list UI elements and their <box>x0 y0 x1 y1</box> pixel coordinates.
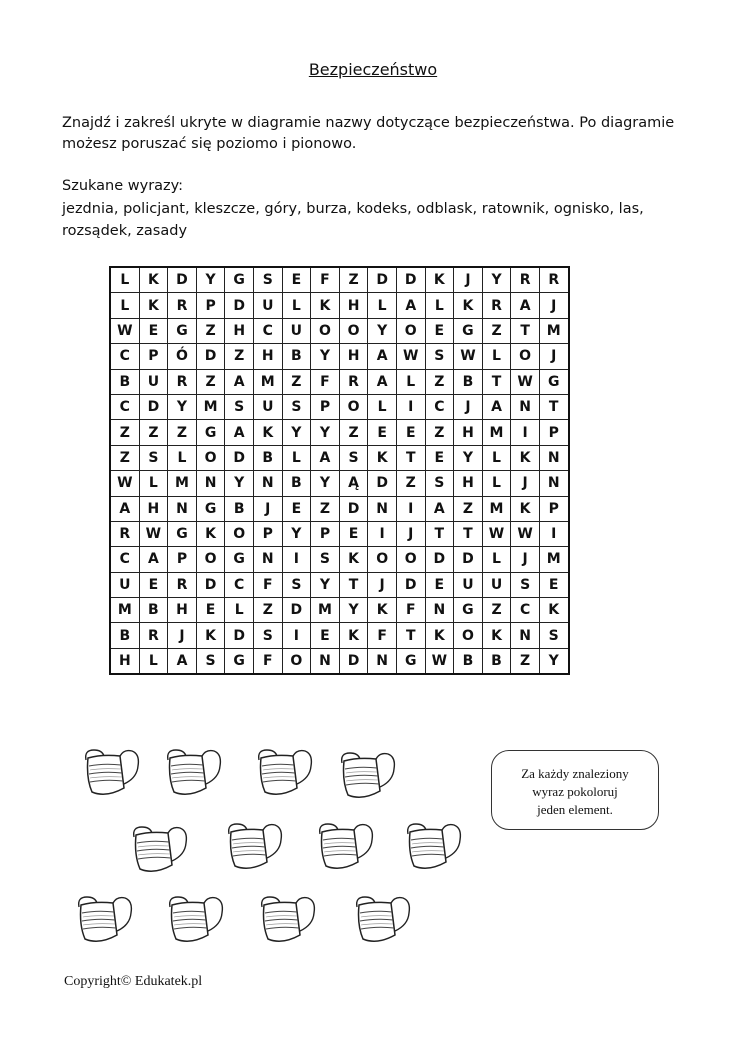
grid-cell[interactable]: K <box>339 547 368 572</box>
grid-row <box>110 572 569 597</box>
grid-cell[interactable]: A <box>511 293 540 318</box>
grid-cell[interactable]: Z <box>454 496 483 521</box>
grid-cell[interactable]: D <box>339 496 368 521</box>
grid-cell[interactable]: D <box>225 445 254 470</box>
grid-cell[interactable]: Z <box>196 369 225 394</box>
grid-cell[interactable]: J <box>253 496 282 521</box>
grid-cell[interactable]: R <box>168 572 197 597</box>
grid-cell[interactable]: I <box>368 521 397 546</box>
face-mask-icon[interactable] <box>128 823 190 879</box>
grid-cell[interactable]: K <box>425 623 454 648</box>
face-mask-icon[interactable] <box>351 893 413 949</box>
grid-cell[interactable]: J <box>454 267 483 293</box>
grid-cell[interactable]: S <box>339 445 368 470</box>
grid-cell[interactable]: Y <box>311 471 340 496</box>
grid-cell[interactable]: T <box>454 521 483 546</box>
grid-cell[interactable]: R <box>482 293 511 318</box>
face-mask-icon[interactable] <box>164 893 226 949</box>
page-title: Bezpieczeństwo <box>308 60 438 79</box>
grid-cell[interactable]: M <box>168 471 197 496</box>
grid-row <box>110 369 569 394</box>
grid-cell[interactable]: L <box>139 648 168 674</box>
hint-line-2: wyraz pokoloruj <box>532 784 618 799</box>
word-search-grid <box>109 266 570 675</box>
copyright: Copyright© Edukatek.pl <box>64 974 203 989</box>
grid-cell[interactable]: C <box>110 344 139 369</box>
grid-cell[interactable]: E <box>139 572 168 597</box>
grid-cell[interactable]: U <box>253 394 282 419</box>
grid-cell[interactable]: W <box>110 471 139 496</box>
grid-cell[interactable]: S <box>196 648 225 674</box>
grid-cell[interactable]: R <box>110 521 139 546</box>
grid-row <box>110 496 569 521</box>
grid-cell[interactable]: J <box>396 521 425 546</box>
grid-cell[interactable]: B <box>282 344 311 369</box>
grid-cell[interactable]: U <box>110 572 139 597</box>
grid-cell[interactable]: Y <box>482 267 511 293</box>
grid-cell[interactable]: T <box>482 369 511 394</box>
grid-cell[interactable]: R <box>168 293 197 318</box>
grid-cell[interactable]: N <box>253 547 282 572</box>
grid-cell[interactable]: E <box>311 623 340 648</box>
grid-cell[interactable]: W <box>511 521 540 546</box>
grid-cell[interactable]: S <box>311 547 340 572</box>
grid-cell[interactable]: W <box>511 369 540 394</box>
grid-cell[interactable]: J <box>511 471 540 496</box>
grid-cell[interactable]: D <box>396 267 425 293</box>
grid-row <box>110 394 569 419</box>
grid-cell[interactable]: T <box>396 445 425 470</box>
grid-row <box>110 521 569 546</box>
grid-cell[interactable]: E <box>196 598 225 623</box>
grid-cell[interactable]: J <box>539 344 568 369</box>
grid-cell[interactable]: L <box>139 471 168 496</box>
grid-cell[interactable]: Y <box>311 344 340 369</box>
grid-cell[interactable]: G <box>454 598 483 623</box>
grid-cell[interactable]: N <box>196 471 225 496</box>
grid-cell[interactable]: Y <box>282 420 311 445</box>
grid-cell[interactable]: P <box>196 293 225 318</box>
grid-cell[interactable]: W <box>482 521 511 546</box>
grid-cell[interactable]: O <box>339 318 368 343</box>
grid-cell[interactable]: Z <box>339 420 368 445</box>
grid-cell[interactable]: K <box>139 293 168 318</box>
grid-cell[interactable]: U <box>253 293 282 318</box>
face-mask-icon[interactable] <box>73 893 135 949</box>
grid-cell[interactable]: S <box>282 572 311 597</box>
grid-cell[interactable]: Y <box>454 445 483 470</box>
grid-cell[interactable]: Z <box>253 598 282 623</box>
grid-cell[interactable]: I <box>511 420 540 445</box>
grid-cell[interactable]: O <box>368 547 397 572</box>
grid-cell[interactable]: B <box>110 623 139 648</box>
grid-cell[interactable]: A <box>368 344 397 369</box>
grid-cell[interactable]: S <box>511 572 540 597</box>
face-mask-icon[interactable] <box>256 893 318 949</box>
grid-cell[interactable]: W <box>110 318 139 343</box>
grid-cell[interactable]: H <box>225 318 254 343</box>
grid-cell[interactable]: C <box>110 394 139 419</box>
grid-row <box>110 420 569 445</box>
grid-cell[interactable]: Z <box>282 369 311 394</box>
grid-cell[interactable]: I <box>396 496 425 521</box>
grid-cell[interactable]: E <box>282 267 311 293</box>
grid-cell[interactable]: K <box>454 293 483 318</box>
grid-cell[interactable]: C <box>253 318 282 343</box>
grid-cell[interactable]: K <box>139 267 168 293</box>
grid-cell[interactable]: H <box>168 598 197 623</box>
grid-row <box>110 598 569 623</box>
grid-cell[interactable]: O <box>396 547 425 572</box>
grid-cell[interactable]: N <box>539 445 568 470</box>
grid-cell[interactable]: L <box>168 445 197 470</box>
grid-cell[interactable]: L <box>482 445 511 470</box>
grid-row <box>110 293 569 318</box>
grid-cell[interactable]: N <box>168 496 197 521</box>
grid-cell[interactable]: Ą <box>339 471 368 496</box>
grid-cell[interactable]: Y <box>311 572 340 597</box>
grid-cell[interactable]: L <box>368 394 397 419</box>
grid-cell[interactable]: R <box>511 267 540 293</box>
grid-cell[interactable]: I <box>282 547 311 572</box>
grid-cell[interactable]: D <box>196 572 225 597</box>
grid-cell[interactable]: R <box>139 623 168 648</box>
grid-cell[interactable]: K <box>511 445 540 470</box>
grid-cell[interactable]: P <box>539 496 568 521</box>
grid-cell[interactable]: A <box>225 420 254 445</box>
grid-cell[interactable]: Y <box>339 598 368 623</box>
grid-cell[interactable]: K <box>368 445 397 470</box>
grid-cell[interactable]: B <box>282 471 311 496</box>
grid-cell[interactable]: L <box>225 598 254 623</box>
grid-cell[interactable]: D <box>282 598 311 623</box>
grid-cell[interactable]: Y <box>282 521 311 546</box>
grid-cell[interactable]: K <box>196 521 225 546</box>
grid-cell[interactable]: E <box>425 445 454 470</box>
grid-cell[interactable]: F <box>253 648 282 674</box>
grid-cell[interactable]: K <box>425 267 454 293</box>
grid-cell[interactable]: H <box>339 344 368 369</box>
grid-cell[interactable]: A <box>425 496 454 521</box>
grid-cell[interactable]: A <box>311 445 340 470</box>
grid-cell[interactable]: W <box>425 648 454 674</box>
instructions-line-2: możesz poruszać się poziomo i pionowo. <box>62 136 357 152</box>
grid-cell[interactable]: I <box>282 623 311 648</box>
face-mask-icon[interactable] <box>336 749 398 805</box>
grid-cell[interactable]: U <box>454 572 483 597</box>
grid-cell[interactable]: F <box>253 572 282 597</box>
grid-cell[interactable]: Y <box>168 394 197 419</box>
grid-row <box>110 648 569 674</box>
hint-line-3: jeden element. <box>537 802 613 817</box>
grid-cell[interactable]: L <box>110 267 139 293</box>
grid-cell[interactable]: P <box>311 521 340 546</box>
grid-cell[interactable]: R <box>339 369 368 394</box>
grid-cell[interactable]: Y <box>225 471 254 496</box>
grid-cell[interactable]: O <box>339 394 368 419</box>
grid-cell[interactable]: G <box>539 369 568 394</box>
grid-cell[interactable]: U <box>482 572 511 597</box>
grid-cell[interactable]: N <box>511 623 540 648</box>
grid-cell[interactable]: N <box>425 598 454 623</box>
grid-cell[interactable]: A <box>482 394 511 419</box>
face-mask-icon[interactable] <box>314 820 376 876</box>
grid-cell[interactable]: N <box>253 471 282 496</box>
grid-cell[interactable]: E <box>368 420 397 445</box>
grid-cell[interactable]: D <box>425 547 454 572</box>
grid-row <box>110 344 569 369</box>
grid-cell[interactable]: B <box>225 496 254 521</box>
grid-cell[interactable]: O <box>311 318 340 343</box>
grid-cell[interactable]: R <box>539 267 568 293</box>
grid-cell[interactable]: Y <box>311 420 340 445</box>
grid-cell[interactable]: S <box>253 267 282 293</box>
face-mask-icon[interactable] <box>223 820 285 876</box>
grid-cell[interactable]: P <box>139 344 168 369</box>
grid-cell[interactable]: M <box>110 598 139 623</box>
grid-cell[interactable]: S <box>253 623 282 648</box>
grid-cell[interactable]: F <box>396 598 425 623</box>
grid-cell[interactable]: O <box>196 445 225 470</box>
grid-cell[interactable]: L <box>482 471 511 496</box>
grid-cell[interactable]: A <box>368 369 397 394</box>
grid-cell[interactable]: Z <box>425 369 454 394</box>
grid-cell[interactable]: A <box>225 369 254 394</box>
grid-cell[interactable]: N <box>368 496 397 521</box>
grid-cell[interactable]: K <box>196 623 225 648</box>
grid-row <box>110 547 569 572</box>
grid-cell[interactable]: E <box>139 318 168 343</box>
grid-cell[interactable]: J <box>368 572 397 597</box>
grid-cell[interactable]: W <box>139 521 168 546</box>
grid-cell[interactable]: H <box>454 471 483 496</box>
grid-cell[interactable]: A <box>168 648 197 674</box>
grid-cell[interactable]: N <box>539 471 568 496</box>
grid-cell[interactable]: Ó <box>168 344 197 369</box>
grid-cell[interactable]: L <box>368 293 397 318</box>
grid-cell[interactable]: K <box>368 598 397 623</box>
grid-row <box>110 471 569 496</box>
grid-cell[interactable]: Z <box>110 420 139 445</box>
grid-cell[interactable]: M <box>482 496 511 521</box>
grid-cell[interactable]: C <box>225 572 254 597</box>
hint-bubble <box>491 750 659 830</box>
grid-cell[interactable]: W <box>454 344 483 369</box>
grid-cell[interactable]: M <box>539 547 568 572</box>
grid-cell[interactable]: H <box>139 496 168 521</box>
grid-cell[interactable]: Z <box>196 318 225 343</box>
grid-cell[interactable]: L <box>110 293 139 318</box>
face-mask-icon[interactable] <box>80 746 142 802</box>
grid-row <box>110 318 569 343</box>
grid-cell[interactable]: M <box>253 369 282 394</box>
grid-cell[interactable]: D <box>196 344 225 369</box>
grid-cell[interactable]: G <box>196 420 225 445</box>
grid-cell[interactable]: U <box>139 369 168 394</box>
grid-cell[interactable]: K <box>339 623 368 648</box>
grid-cell[interactable]: K <box>511 496 540 521</box>
grid-cell[interactable]: K <box>539 598 568 623</box>
grid-cell[interactable]: E <box>396 420 425 445</box>
grid-cell[interactable]: P <box>253 521 282 546</box>
grid-cell[interactable]: T <box>425 521 454 546</box>
grid-cell[interactable]: T <box>539 394 568 419</box>
face-mask-icon[interactable] <box>253 746 315 802</box>
grid-cell[interactable]: J <box>454 394 483 419</box>
grid-cell[interactable]: S <box>139 445 168 470</box>
grid-cell[interactable]: P <box>539 420 568 445</box>
grid-cell[interactable]: B <box>454 648 483 674</box>
grid-cell[interactable]: Z <box>425 420 454 445</box>
grid-cell[interactable]: O <box>225 521 254 546</box>
grid-cell[interactable]: L <box>282 445 311 470</box>
grid-cell[interactable]: E <box>425 318 454 343</box>
grid-row <box>110 267 569 293</box>
grid-cell[interactable]: O <box>282 648 311 674</box>
grid-cell[interactable]: L <box>396 369 425 394</box>
grid-cell[interactable]: H <box>110 648 139 674</box>
grid-cell[interactable]: B <box>139 598 168 623</box>
words-line-1: jezdnia, policjant, kleszcze, góry, burza, kodeks, odblask, ratownik, ognisko, las, <box>62 201 644 217</box>
grid-cell[interactable]: R <box>168 369 197 394</box>
grid-cell[interactable]: K <box>311 293 340 318</box>
grid-cell[interactable]: H <box>339 293 368 318</box>
grid-cell[interactable]: D <box>454 547 483 572</box>
grid-cell[interactable]: H <box>253 344 282 369</box>
grid-cell[interactable]: T <box>511 318 540 343</box>
grid-cell[interactable]: F <box>311 369 340 394</box>
grid-cell[interactable]: G <box>168 318 197 343</box>
grid-cell[interactable]: G <box>454 318 483 343</box>
grid-cell[interactable]: A <box>396 293 425 318</box>
grid-cell[interactable]: G <box>396 648 425 674</box>
grid-cell[interactable]: Y <box>539 648 568 674</box>
grid-cell[interactable]: U <box>282 318 311 343</box>
face-mask-icon[interactable] <box>162 746 224 802</box>
grid-cell[interactable]: T <box>339 572 368 597</box>
grid-cell[interactable]: L <box>482 344 511 369</box>
words-heading: Szukane wyrazy: <box>62 178 184 194</box>
grid-cell[interactable]: I <box>539 521 568 546</box>
instructions <box>62 113 692 155</box>
grid-cell[interactable]: B <box>454 369 483 394</box>
grid-cell[interactable]: Z <box>339 267 368 293</box>
grid-cell[interactable]: J <box>511 547 540 572</box>
grid-cell[interactable]: C <box>511 598 540 623</box>
grid-cell[interactable]: A <box>110 496 139 521</box>
grid-cell[interactable]: S <box>282 394 311 419</box>
grid-cell[interactable]: O <box>454 623 483 648</box>
grid-cell[interactable]: I <box>396 394 425 419</box>
grid-cell[interactable]: Z <box>139 420 168 445</box>
grid-cell[interactable]: E <box>339 521 368 546</box>
grid-cell[interactable]: O <box>511 344 540 369</box>
grid-cell[interactable]: O <box>396 318 425 343</box>
grid-cell[interactable]: D <box>168 267 197 293</box>
grid-cell[interactable]: D <box>139 394 168 419</box>
grid-cell[interactable]: Z <box>225 344 254 369</box>
grid-cell[interactable]: P <box>311 394 340 419</box>
grid-cell[interactable]: D <box>396 572 425 597</box>
grid-cell[interactable]: N <box>511 394 540 419</box>
face-mask-icon[interactable] <box>402 820 464 876</box>
grid-cell[interactable]: E <box>282 496 311 521</box>
grid-cell[interactable]: G <box>225 267 254 293</box>
grid-cell[interactable]: P <box>168 547 197 572</box>
grid-cell[interactable]: J <box>168 623 197 648</box>
grid-cell[interactable]: S <box>425 471 454 496</box>
grid-cell[interactable]: M <box>482 420 511 445</box>
words-list <box>62 198 672 242</box>
grid-cell[interactable]: Y <box>368 318 397 343</box>
grid-cell[interactable]: D <box>368 471 397 496</box>
grid-cell[interactable]: Z <box>110 445 139 470</box>
grid-cell[interactable]: S <box>425 344 454 369</box>
grid-row <box>110 623 569 648</box>
grid-cell[interactable]: L <box>282 293 311 318</box>
grid-cell[interactable]: D <box>339 648 368 674</box>
grid-cell[interactable]: G <box>168 521 197 546</box>
grid-cell[interactable]: A <box>139 547 168 572</box>
grid-cell[interactable]: L <box>425 293 454 318</box>
grid-cell[interactable]: Z <box>482 318 511 343</box>
grid-cell[interactable]: S <box>539 623 568 648</box>
words-line-2: rozsądek, zasady <box>62 223 188 239</box>
grid-cell[interactable]: C <box>110 547 139 572</box>
grid-cell[interactable]: L <box>482 547 511 572</box>
instructions-line-1: Znajdź i zakreśl ukryte w diagramie nazwy dotyczące bezpieczeństwa. Po diagramie <box>62 115 675 131</box>
grid-cell[interactable]: K <box>482 623 511 648</box>
grid-cell[interactable]: E <box>539 572 568 597</box>
grid-cell[interactable]: F <box>368 623 397 648</box>
grid-cell[interactable]: D <box>368 267 397 293</box>
grid-cell[interactable]: D <box>225 623 254 648</box>
grid-cell[interactable]: Z <box>396 471 425 496</box>
grid-cell[interactable]: Z <box>168 420 197 445</box>
grid-cell[interactable]: C <box>425 394 454 419</box>
grid-cell[interactable]: G <box>225 648 254 674</box>
grid-cell[interactable]: D <box>225 293 254 318</box>
grid-cell[interactable]: J <box>539 293 568 318</box>
grid-cell[interactable]: B <box>253 445 282 470</box>
grid-cell[interactable]: H <box>454 420 483 445</box>
grid-cell[interactable]: T <box>396 623 425 648</box>
grid-cell[interactable]: N <box>368 648 397 674</box>
grid-cell[interactable]: F <box>311 267 340 293</box>
grid-cell[interactable]: N <box>311 648 340 674</box>
grid-cell[interactable]: W <box>396 344 425 369</box>
grid-cell[interactable]: Y <box>196 267 225 293</box>
grid-cell[interactable]: Z <box>511 648 540 674</box>
grid-cell[interactable]: G <box>196 496 225 521</box>
grid-cell[interactable]: E <box>425 572 454 597</box>
grid-cell[interactable]: K <box>253 420 282 445</box>
grid-cell[interactable]: Z <box>311 496 340 521</box>
grid-cell[interactable]: S <box>225 394 254 419</box>
hint-line-1: Za każdy znaleziony <box>521 766 629 781</box>
grid-cell[interactable]: Z <box>482 598 511 623</box>
grid-cell[interactable]: M <box>311 598 340 623</box>
grid-row <box>110 445 569 470</box>
grid-cell[interactable]: B <box>110 369 139 394</box>
grid-cell[interactable]: M <box>539 318 568 343</box>
grid-cell[interactable]: G <box>225 547 254 572</box>
grid-cell[interactable]: M <box>196 394 225 419</box>
grid-cell[interactable]: O <box>196 547 225 572</box>
grid-cell[interactable]: B <box>482 648 511 674</box>
